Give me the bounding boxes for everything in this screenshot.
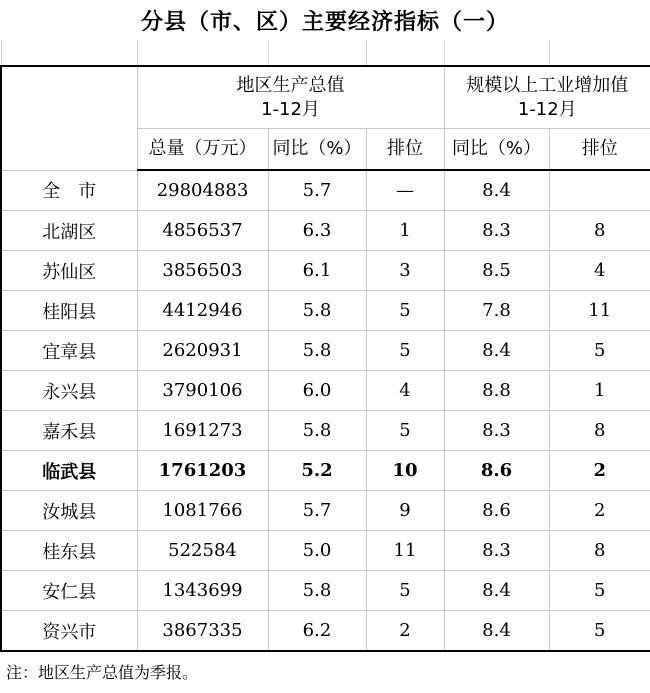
gdp-total: 3790106 [137,371,268,411]
table-row [1,571,650,611]
industry-yoy: 8.3 [444,531,549,571]
industry-yoy: 8.3 [444,411,549,451]
industry-yoy: 8.5 [444,251,549,291]
industry-rank: 1 [549,371,650,411]
table-row [1,491,650,531]
industry-yoy: 8.4 [444,571,549,611]
table-row [1,371,650,411]
table-row [1,211,650,251]
industry-yoy: 8.4 [444,170,549,211]
industry-rank: 8 [549,411,650,451]
gdp-yoy: 5.8 [268,411,366,451]
industry-rank: 5 [549,611,650,652]
gdp-rank: 2 [366,611,444,652]
gdp-total: 4412946 [137,291,268,331]
header-industry-group [444,66,650,129]
region-name: 汝城县 [1,491,137,531]
region-name: 北湖区 [1,211,137,251]
gdp-total: 1691273 [137,411,268,451]
industry-rank: 2 [549,491,650,531]
industry-yoy: 8.6 [444,491,549,531]
gdp-rank: 5 [366,411,444,451]
industry-yoy: 8.4 [444,611,549,652]
gdp-rank: 10 [366,451,444,491]
header-industry-title: 规模以上工业增加值 [466,74,629,96]
spacer-row [1,40,650,66]
gdp-yoy: 5.7 [268,491,366,531]
gdp-yoy: 6.0 [268,371,366,411]
region-name: 永兴县 [1,371,137,411]
gdp-yoy: 5.8 [268,291,366,331]
region-name: 资兴市 [1,611,137,652]
gdp-total: 522584 [137,531,268,571]
gdp-rank: 5 [366,571,444,611]
table-row [1,411,650,451]
gdp-rank: 9 [366,491,444,531]
gdp-total: 3856503 [137,251,268,291]
header-industry-yoy: 同比（%） [444,129,549,171]
industry-rank: 8 [549,211,650,251]
industry-yoy: 8.4 [444,331,549,371]
table-row [1,531,650,571]
industry-rank: 11 [549,291,650,331]
region-name: 安仁县 [1,571,137,611]
header-row-groups [1,66,650,129]
header-gdp-title: 地区生产总值 [236,74,345,96]
gdp-total: 1343699 [137,571,268,611]
industry-rank: 2 [549,451,650,491]
region-name: 嘉禾县 [1,411,137,451]
gdp-total: 4856537 [137,211,268,251]
industry-rank [549,170,650,211]
region-name: 临武县 [1,451,137,491]
industry-yoy: 8.3 [444,211,549,251]
industry-yoy: 7.8 [444,291,549,331]
industry-rank: 5 [549,331,650,371]
industry-yoy: 8.6 [444,451,549,491]
gdp-yoy: 6.1 [268,251,366,291]
header-industry-rank: 排位 [549,129,650,171]
header-gdp-yoy: 同比（%） [268,129,366,171]
gdp-rank: 4 [366,371,444,411]
region-name: 桂东县 [1,531,137,571]
gdp-yoy: 5.8 [268,331,366,371]
header-region-cell [1,66,137,170]
header-gdp-group [137,66,444,129]
table-row-highlighted [1,451,650,491]
gdp-yoy: 5.8 [268,571,366,611]
gdp-yoy: 6.3 [268,211,366,251]
table-row [1,291,650,331]
gdp-yoy: 5.7 [268,170,366,211]
indicators-table [0,40,650,652]
region-name: 全 市 [1,170,137,211]
gdp-total: 3867335 [137,611,268,652]
gdp-yoy: 5.2 [268,451,366,491]
header-industry-period: 1-12月 [517,98,577,120]
header-gdp-period: 1-12月 [261,98,320,120]
gdp-rank: 5 [366,331,444,371]
table-row [1,611,650,652]
industry-rank: 5 [549,571,650,611]
gdp-rank: — [366,170,444,211]
gdp-rank: 5 [366,291,444,331]
table-row [1,170,650,211]
table-row [1,331,650,371]
industry-rank: 4 [549,251,650,291]
gdp-total: 1761203 [137,451,268,491]
gdp-rank: 11 [366,531,444,571]
gdp-rank: 1 [366,211,444,251]
gdp-yoy: 6.2 [268,611,366,652]
industry-rank: 8 [549,531,650,571]
page-title: 分县（市、区）主要经济指标（一） [140,9,509,35]
gdp-total: 29804883 [137,170,268,211]
gdp-total: 2620931 [137,331,268,371]
gdp-yoy: 5.0 [268,531,366,571]
region-name: 苏仙区 [1,251,137,291]
industry-yoy: 8.8 [444,371,549,411]
header-gdp-total: 总量（万元） [137,129,268,171]
region-name: 桂阳县 [1,291,137,331]
gdp-rank: 3 [366,251,444,291]
table-row [1,251,650,291]
header-gdp-rank: 排位 [366,129,444,171]
gdp-total: 1081766 [137,491,268,531]
region-name: 宜章县 [1,331,137,371]
footnote: 注：地区生产总值为季报。 [6,663,199,682]
